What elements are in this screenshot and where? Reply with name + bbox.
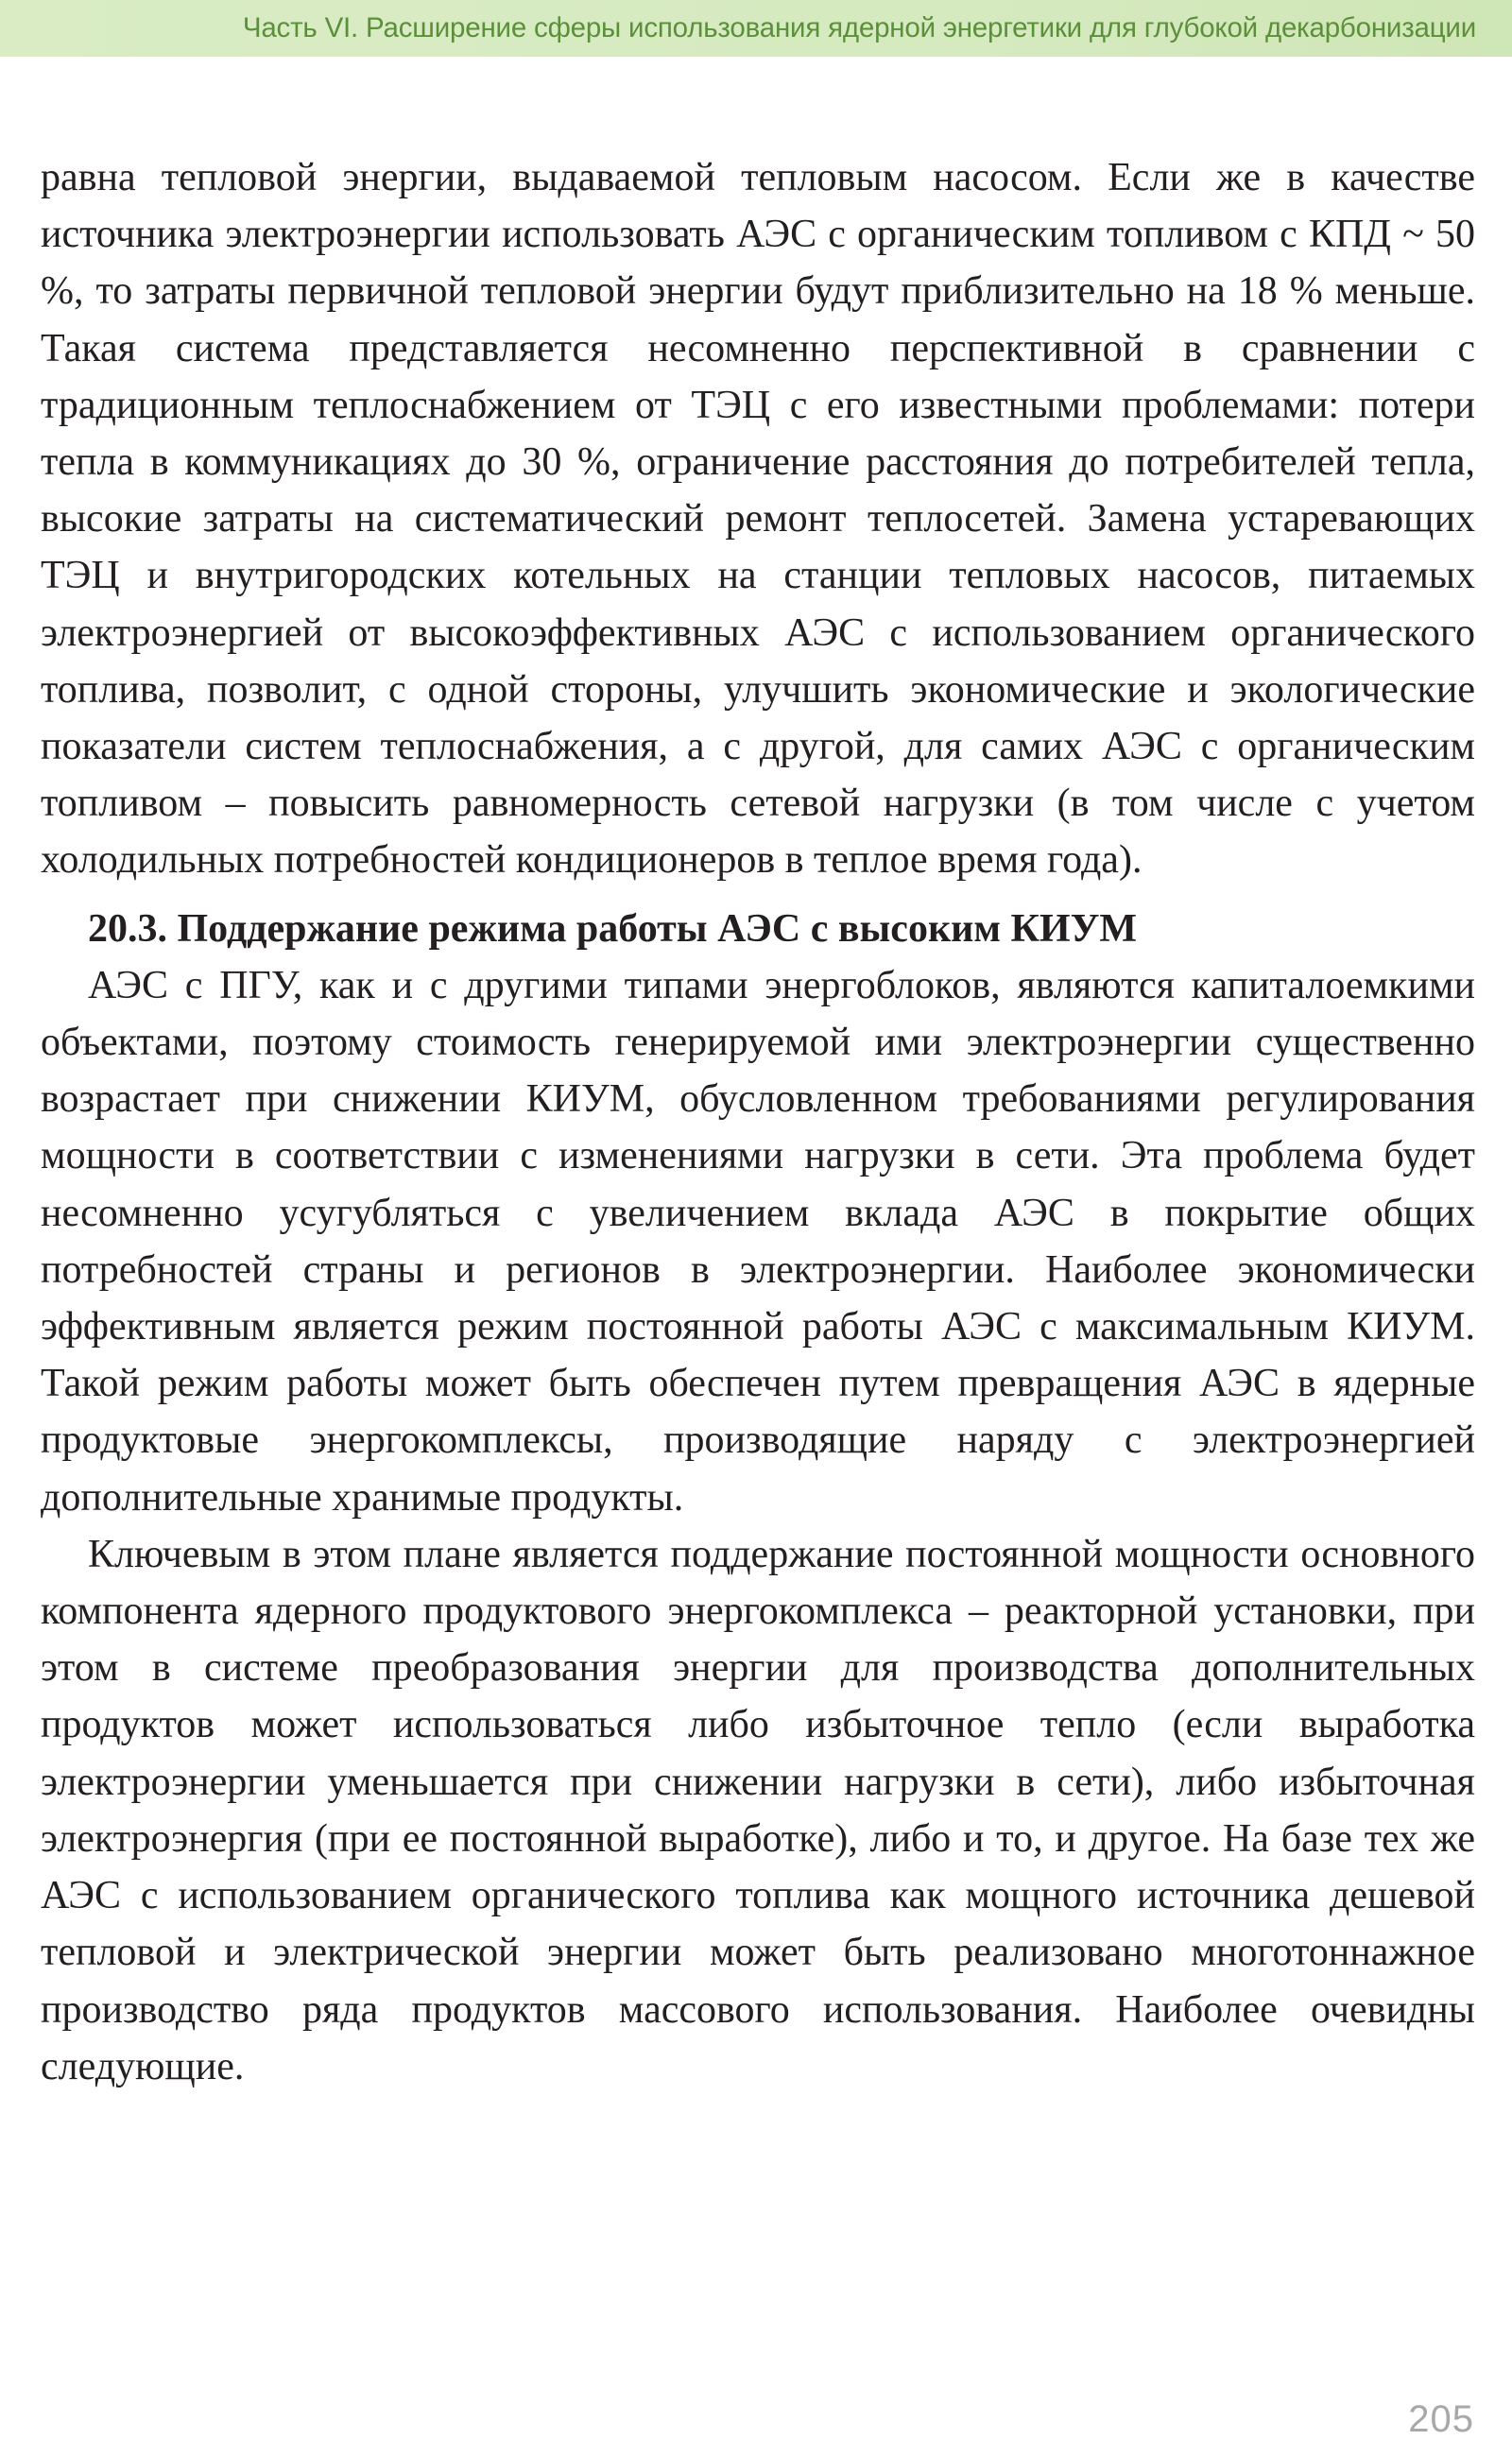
page-body [41,149,1475,2095]
page-number: 205 [1408,2398,1474,2440]
paragraph-npp-capacity: АЭС с ПГУ, как и с другими типами энергоблоков, являются капиталоемкими объектами, поэтому стоимость генерируемой ими электроэнергии существенно возрастает при снижении КИУМ, обусловленном требованиями регулирования мощности в соответствии с изменениями нагрузки в сети. Эта проблема будет несомненно усугубляться с увеличением вклада АЭС в покрытие общих потребностей страны и регионов в электроэнергии. Наиболее экономически эффективным является режим постоянной работы АЭС с максимальным КИУМ. Такой режим работы может быть обеспечен путем превращения АЭС в ядерные продуктовые энергокомплексы, производящие наряду с электроэнергией дополнительные хранимые продукты. [41,963,1475,1520]
running-header-title: Часть VI. Расширение сферы использования ядерной энергетики для глубокой декарбонизации [242,12,1476,43]
running-header-band [0,0,1512,57]
paragraph-continuation: равна тепловой энергии, выдаваемой тепловым насосом. Если же в качестве источника электроэнергии использовать АЭС с органическим топливом с КПД ~ 50 %, то затраты первичной тепловой энергии будут приблизительно на 18 % меньше. Такая система представляется несомненно перспективной в сравнении с традиционным теплоснабжением от ТЭЦ с его известными проблемами: потери тепла в коммуникациях до 30 %, ограничение расстояния до потребителей тепла, высокие затраты на систематический ремонт теплосетей. Замена устаревающих ТЭЦ и внутригородских котельных на станции тепловых насосов, питаемых электроэнергией от высокоэффективных АЭС с использованием органического топлива, позволит, с одной стороны, улучшить экономические и экологические показатели систем теплоснабжения, а с другой, для самих АЭС с органическим топливом – повысить равномерность сетевой нагрузки (в том числе с учетом холодильных потребностей кондиционеров в теплое время года). [41,156,1475,883]
section-heading: 20.3. Поддержание режима работы АЭС с высоким КИУМ [88,906,1138,951]
paragraph-constant-power: Ключевым в этом плане является поддержание постоянной мощности основного компонента ядерного продуктового энергокомплекса – реакторной установки, при этом в системе преобразования энергии для производства дополнительных продуктов может использоваться либо избыточное тепло (если выработка электроэнергии уменьшается при снижении нагрузки в сети), либо избыточная электроэнергия (при ее постоянной выработке), либо и то, и другое. На базе тех же АЭС с использованием органического топлива как мощного источника дешевой тепловой и электрической энергии может быть реализовано многотоннажное производство ряда продуктов массового использования. Наиболее очевидны следующие. [41,1532,1475,2088]
